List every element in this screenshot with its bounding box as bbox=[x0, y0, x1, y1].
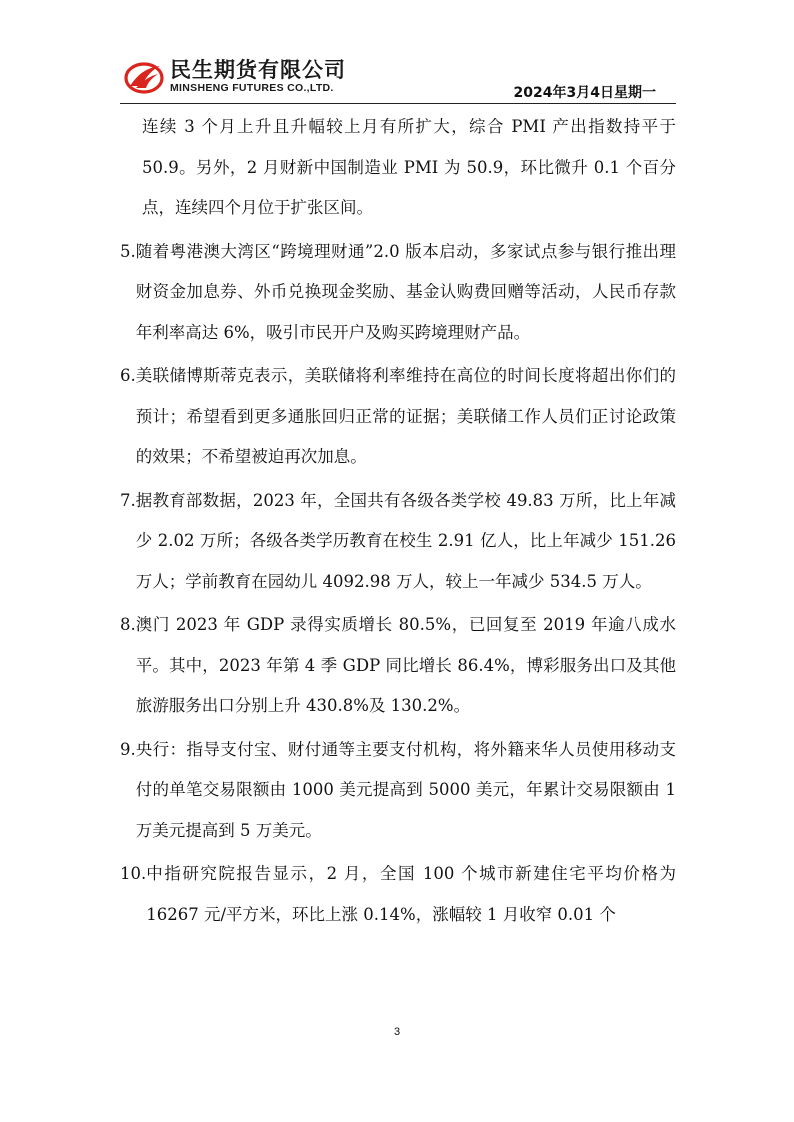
item-text: 据教育部数据，2023 年，全国共有各级各类学校 49.83 万所，比上年减少 2.02 万所；各级各类学历教育在校生 2.91 亿人，比上年减少 151.26 万人；学前教育在园幼儿 4092.98 万人，较上一年减少 534.5 万人。 bbox=[135, 490, 676, 591]
list-item bbox=[120, 730, 676, 852]
header-divider bbox=[120, 103, 676, 104]
item-number: 6. bbox=[120, 366, 136, 385]
item-number: 5. bbox=[120, 241, 136, 261]
list-item bbox=[120, 481, 676, 603]
list-item bbox=[120, 605, 676, 727]
item-number: 10. bbox=[120, 864, 147, 883]
list-item bbox=[120, 356, 676, 478]
list-item bbox=[120, 232, 676, 354]
item-text: 随着粤港澳大湾区“跨境理财通”2.0 版本启动，多家试点参与银行推出理财资金加息券、外币兑换现金奖励、基金认购费回赠等活动，人民币存款年利率高达 6%，吸引市民开户及购买跨境理财产品。 bbox=[135, 241, 676, 342]
company-logo bbox=[120, 54, 380, 100]
logo-english-name: MINSHENG FUTURES CO.,LTD. bbox=[170, 82, 334, 94]
item-text: 央行：指导支付宝、财付通等主要支付机构，将外籍来华人员使用移动支付的单笔交易限额由 1000 美元提高到 5000 美元，年累计交易限额由 1 万美元提高到 5 万美元。 bbox=[135, 739, 676, 840]
item-text: 美联储博斯蒂克表示，美联储将利率维持在高位的时间长度将超出你们的预计；希望看到更多通胀回归正常的证据；美联储工作人员们正讨论政策的效果；不希望被迫再次加息。 bbox=[135, 366, 676, 466]
page-body bbox=[120, 107, 676, 938]
item-number: 8. bbox=[120, 615, 136, 634]
item-text: 澳门 2023 年 GDP 录得实质增长 80.5%，已回复至 2019 年逾八成水平。其中，2023 年第 4 季 GDP 同比增长 86.4%，博彩服务出口及其他旅游服务出口分别上升 430.8%及 130.2%。 bbox=[135, 615, 676, 715]
report-date: 2024年3月4日星期一 bbox=[513, 85, 656, 101]
page-number: 3 bbox=[393, 1026, 401, 1038]
minsheng-logo-icon bbox=[124, 60, 164, 94]
item-number: 9. bbox=[120, 739, 136, 759]
page-header bbox=[120, 50, 676, 104]
list-item bbox=[120, 854, 676, 935]
continued-paragraph: 连续 3 个月上升且升幅较上月有所扩大，综合 PMI 产出指数持平于 50.9。另外，2 月财新中国制造业 PMI 为 50.9，环比微升 0.1 个百分点，连续四个月位于扩张区间。 bbox=[142, 117, 676, 217]
item-number: 7. bbox=[120, 490, 136, 510]
item-text: 中指研究院报告显示，2 月，全国 100 个城市新建住宅平均价格为 16267 元/平方米，环比上涨 0.14%，涨幅较 1 月收窄 0.01 个 bbox=[146, 864, 676, 924]
logo-chinese-name: 民生期货有限公司 bbox=[170, 58, 346, 82]
